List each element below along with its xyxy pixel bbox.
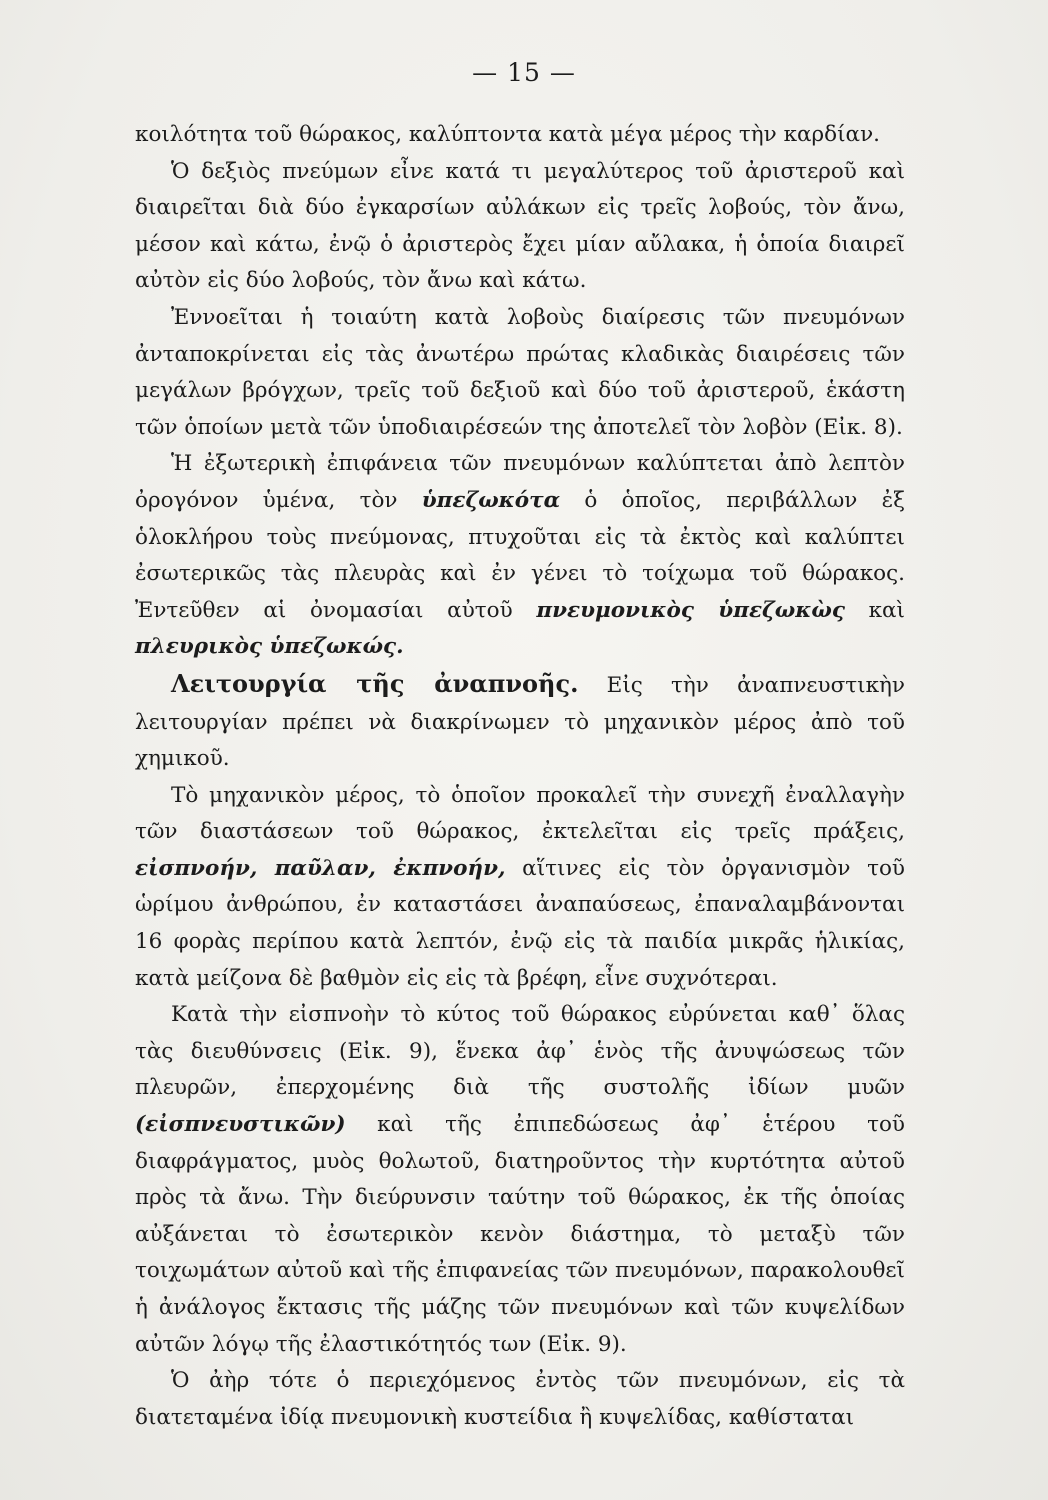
parietal-pleura-term: πλευρικὸς ὑπεζωκώς.: [135, 634, 404, 660]
inspiration-text-2: καὶ τῆς ἐπιπεδώσεως ἀφ᾽ ἑτέρου τοῦ διαφράγματος, μυὸς θολωτοῦ, διατηροῦντος τὴν κυρτότητα αὐτοῦ πρὸς τὰ ἄνω. Τὴν διεύρυνσιν ταύτην τοῦ θώρακος, ἐκ τῆς ὁποίας αὐξάνεται τὸ ἐσωτερικὸν κενὸν διάστημα, τὸ μεταξὺ τῶν τοιχωμάτων αὐτοῦ καὶ τῆς ἐπιφανείας τῶν πνευμόνων, παρακολουθεῖ ἡ ἀνάλογος ἔκτασις τῆς μάζης τῶν πνευμόνων καὶ τῶν κυψελίδων αὐτῶν λόγῳ τῆς ἐλαστικότητός των (Εἰκ. 9).: [135, 1112, 905, 1357]
paragraph-right-lung: Ὁ δεξιὸς πνεύμων εἶνε κατά τι μεγαλύτερος τοῦ ἀριστεροῦ καὶ διαιρεῖται διὰ δύο ἐγκαρσίων αὐλάκων εἰς τρεῖς λοβούς, τὸν ἄνω, μέσον καὶ κάτω, ἐνῷ ὁ ἀριστερὸς ἔχει μίαν αὔλακα, ἡ ὁποία διαιρεῖ αὐτὸν εἰς δύο λοβούς, τὸν ἄνω καὶ κάτω.: [135, 158, 905, 294]
paragraph-continuation: κοιλότητα τοῦ θώρακος, καλύπτοντα κατὰ μέγα μέρος τὴν καρδίαν.: [135, 122, 880, 147]
paragraph-respiration-heading: [135, 666, 905, 778]
pleura-text-2: ὁ ὁποῖος, περιβάλλων ἐξ ὁλοκλήρου τοὺς πνεύμονας, πτυχοῦται εἰς τὰ ἐκτὸς καὶ καλύπτει ἐσωτερικῶς τὰς πλευρὰς καὶ ἐν γένει τὸ τοίχωμα τοῦ θώρακος. Ἐντεῦθεν αἱ ὀνομασίαι αὐτοῦ: [135, 487, 905, 623]
paragraph-air: Ὁ ἀὴρ τότε ὁ περιεχόμενος ἐντὸς τῶν πνευμόνων, εἰς τὰ διατεταμένα ἰδίᾳ πνευμονικὴ κυστείδια ἢ κυψελίδας, καθίσταται: [135, 1368, 905, 1430]
pleura-term: ὑπεζωκότα: [421, 487, 561, 513]
respiration-intro-text: Εἰς τὴν ἀναπνευστικὴν λειτουργίαν πρέπει νὰ διακρίνωμεν τὸ μηχανικὸν μέρος ἀπὸ τοῦ χημικοῦ.: [135, 672, 905, 772]
mechanical-text-1: Τὸ μηχανικὸν μέρος, τὸ ὁποῖον προκαλεῖ τὴν συνεχῆ ἐναλλαγὴν τῶν διαστάσεων τοῦ θώρακος, ἐκτελεῖται εἰς τρεῖς πράξεις,: [135, 782, 905, 845]
paragraph-mechanical-part: [135, 778, 905, 998]
section-heading: Λειτουργία τῆς ἀναπνοῆς.: [171, 668, 579, 698]
breathing-phases-terms: εἰσπνοήν, παῦλαν, ἐκπνοήν,: [135, 855, 506, 881]
paragraph-lobes: Ἐννοεῖται ἡ τοιαύτη κατὰ λοβοὺς διαίρεσις τῶν πνευμόνων ἀνταποκρίνεται εἰς τὰς ἀνωτέρω πρώτας κλαδικὰς διαιρέσεις τῶν μεγάλων βρόγχων, τρεῖς τοῦ δεξιοῦ καὶ δύο τοῦ ἀριστεροῦ, ἑκάστη τῶν ὁποίων μετὰ τῶν ὑποδιαιρέσεών της ἀποτελεῖ τὸν λοβὸν (Εἰκ. 8).: [135, 304, 905, 440]
body-text: [135, 117, 905, 1436]
pleura-text-3: καὶ: [844, 597, 905, 623]
inspiratory-muscles-term: (εἰσπνευστικῶν): [135, 1112, 346, 1138]
page-number: — 15 —: [472, 58, 576, 87]
paragraph-pleura: [135, 446, 905, 666]
inspiration-text-1: Κατὰ τὴν εἰσπνοὴν τὸ κύτος τοῦ θώρακος εὐρύνεται καθ᾽ ὅλας τὰς διευθύνσεις (Εἰκ. 9), ἕνεκα ἀφ᾽ ἑνὸς τῆς ἀνυψώσεως τῶν πλευρῶν, ἐπερχομένης διὰ τῆς συστολῆς ἰδίων μυῶν: [135, 1002, 905, 1101]
paragraph-inspiration: [135, 997, 905, 1363]
pleura-text-1: Ἡ ἐξωτερικὴ ἐπιφάνεια τῶν πνευμόνων καλύπτεται ἀπὸ λεπτὸν ὀρογόνον ὑμένα, τὸν: [135, 451, 905, 513]
pulmonary-pleura-term: πνευμονικὸς ὑπεζωκὼς: [536, 597, 845, 623]
mechanical-text-2: αἵτινες εἰς τὸν ὀργανισμὸν τοῦ ὡρίμου ἀνθρώπου, ἐν καταστάσει ἀναπαύσεως, ἐπαναλαμβάνονται 16 φορὰς περίπου κατὰ λεπτόν, ἐνῷ εἰς τὰ παιδία μικρᾶς ἡλικίας, κατὰ μείζονα δὲ βαθμὸν εἰς εἰς τὰ βρέφη, εἶνε συχνότεραι.: [135, 855, 905, 991]
